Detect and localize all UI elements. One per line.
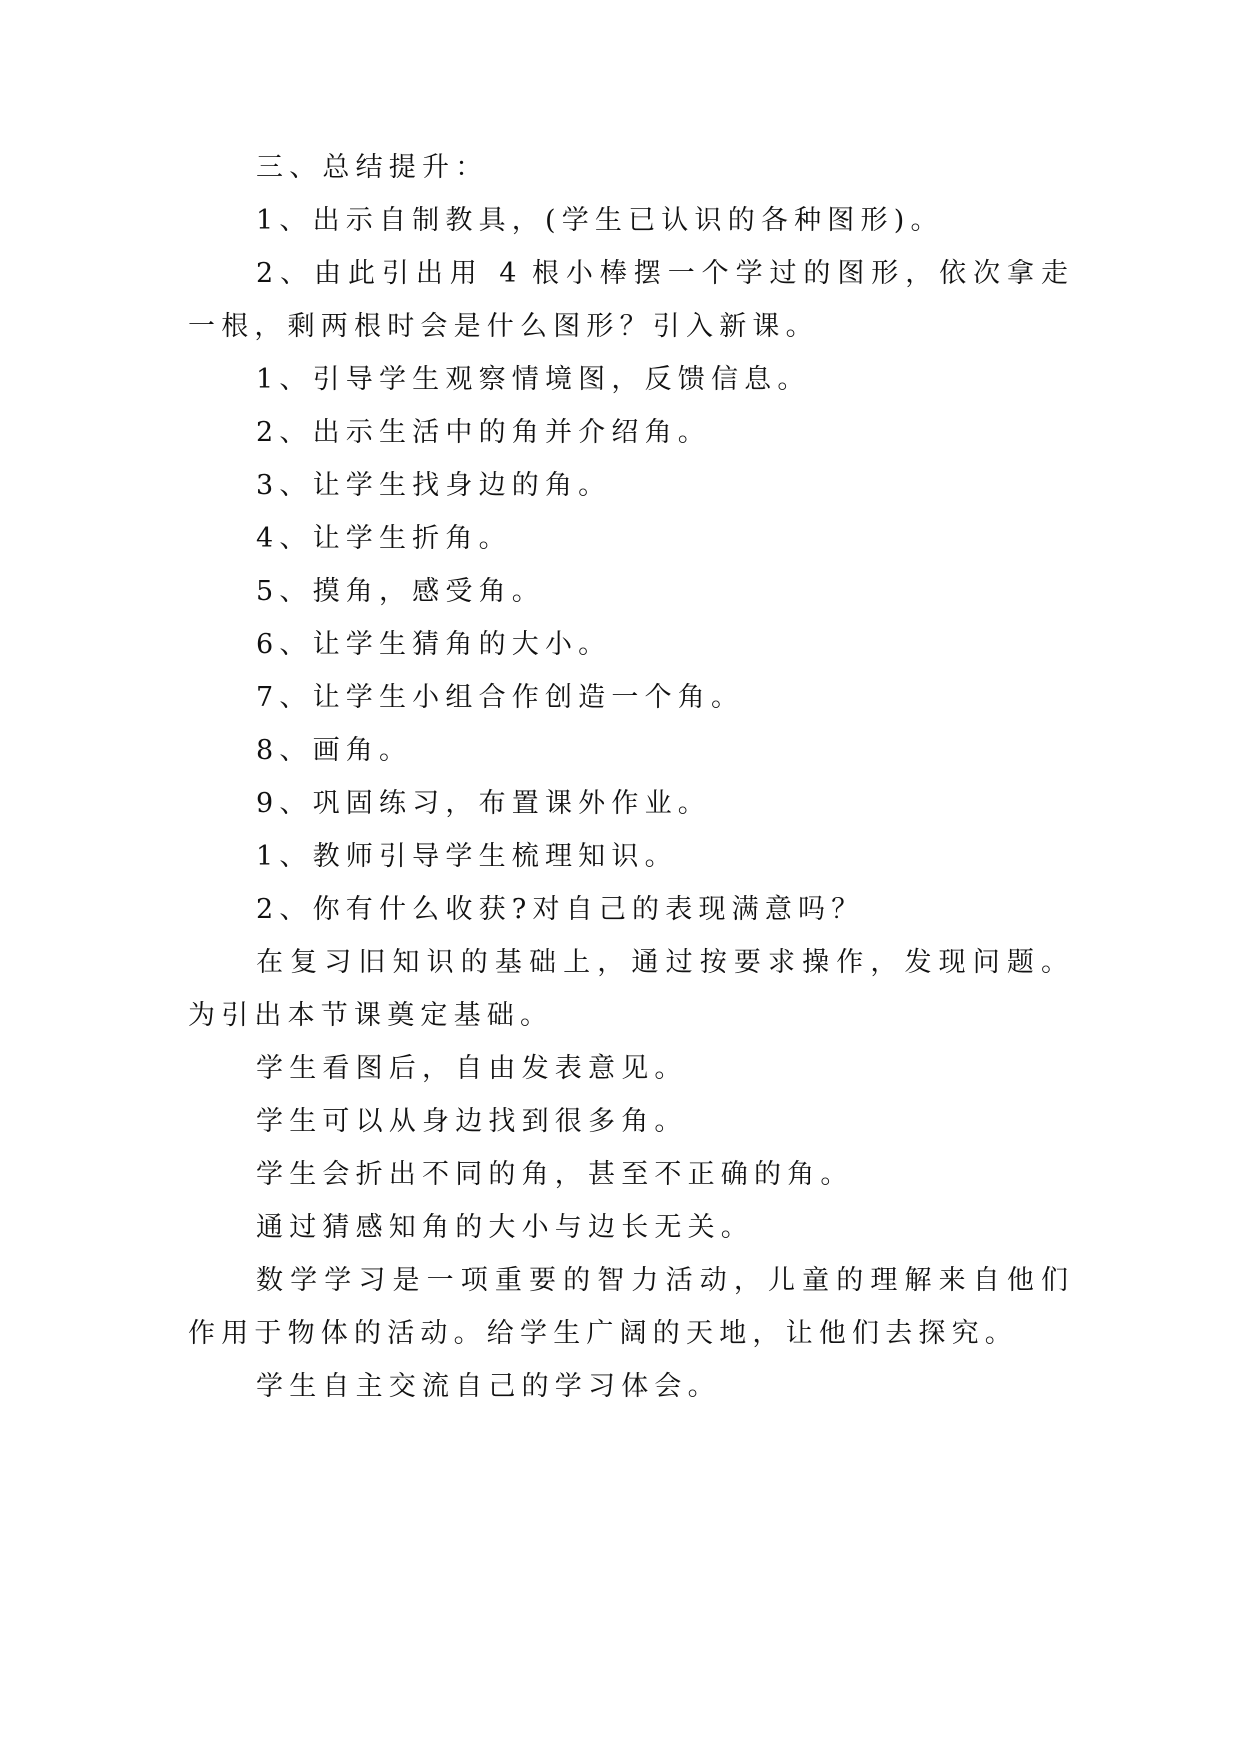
paragraph-line: 1、引导学生观察情境图，反馈信息。 <box>256 364 811 395</box>
paragraph-line: 9、巩固练习，布置课外作业。 <box>256 788 711 819</box>
section-heading: 三、总结提升： <box>256 152 489 183</box>
paragraph-line: 学生会折出不同的角，甚至不正确的角。 <box>256 1159 854 1190</box>
paragraph-line: 为引出本节课奠定基础。 <box>188 1000 554 1031</box>
paragraph-line: 一根，剩两根时会是什么图形？引入新课。 <box>188 311 819 342</box>
paragraph-line: 4、让学生折角。 <box>256 523 512 554</box>
paragraph-line: 学生看图后，自由发表意见。 <box>256 1053 688 1084</box>
paragraph-line: 2、出示生活中的角并介绍角。 <box>256 417 711 448</box>
paragraph-line: 学生自主交流自己的学习体会。 <box>256 1371 721 1402</box>
paragraph-line: 2、由此引出用 4 根小棒摆一个学过的图形，依次拿走 <box>256 258 1068 289</box>
paragraph-line: 8、画角。 <box>256 735 413 766</box>
paragraph-line: 1、教师引导学生梳理知识。 <box>256 841 678 872</box>
paragraph-line: 数学学习是一项重要的智力活动，儿童的理解来自他们 <box>256 1265 1068 1296</box>
paragraph-line: 1、出示自制教具，(学生已认识的各种图形)。 <box>256 205 944 236</box>
paragraph-line: 学生可以从身边找到很多角。 <box>256 1106 688 1137</box>
paragraph-line: 在复习旧知识的基础上，通过按要求操作，发现问题。 <box>256 947 1068 978</box>
paragraph-line: 通过猜感知角的大小与边长无关。 <box>256 1212 754 1243</box>
paragraph-line: 7、让学生小组合作创造一个角。 <box>256 682 745 713</box>
paragraph-line: 作用于物体的活动。给学生广阔的天地，让他们去探究。 <box>188 1318 1018 1349</box>
paragraph-line: 3、让学生找身边的角。 <box>256 470 612 501</box>
paragraph-line: 5、摸角，感受角。 <box>256 576 545 607</box>
paragraph-line: 6、让学生猜角的大小。 <box>256 629 612 660</box>
paragraph-line: 2、你有什么收获?对自己的表现满意吗？ <box>256 894 865 925</box>
